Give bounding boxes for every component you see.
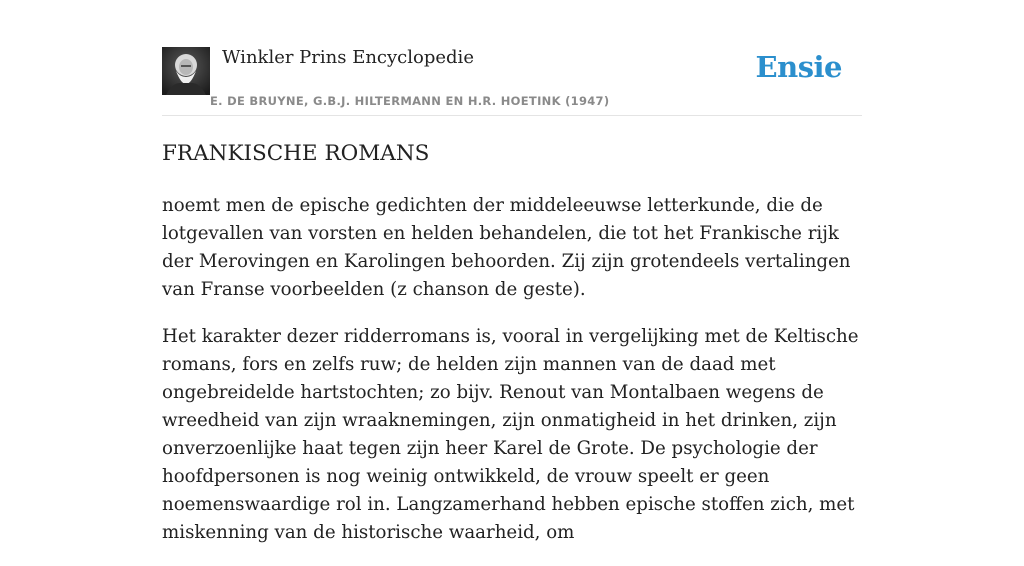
ensie-logo-link[interactable]: Ensie xyxy=(755,50,842,84)
article-paragraph: Het karakter dezer ridderromans is, vooral in vergelijking met de Keltische romans, fors en zelfs ruw; de helden zijn mannen van de daad met ongebreidelde hartstochten; zo bijv. Renout van Montalbaen wegens de wreedheid van zijn wraaknemingen, zijn onmatigheid in het drinken, zijn onverzoenlijke haat tegen zijn heer Karel de Grote. De psychologie der hoofdpersonen is nog weinig ontwikkeld, de vrouw speelt er geen noemenswaardige rol in. Langzamerhand hebben epische stoffen zich, met miskenning van de historische waarheid, om xyxy=(162,326,859,543)
book-title[interactable]: Winkler Prins Encyclopedie xyxy=(222,47,474,68)
book-authors: E. DE BRUYNE, G.B.J. HILTERMANN EN H.R. HOETINK (1947) xyxy=(210,94,610,108)
portrait-icon xyxy=(162,47,210,95)
article-body xyxy=(162,192,864,566)
book-header xyxy=(162,40,862,116)
article-paragraph: noemt men de epische gedichten der middeleeuwse letterkunde, die de lotgevallen van vorsten en helden behandelen, die tot het Frankische rijk der Merovingen en Karolingen behoorden. Zij zijn grotendeels vertalingen van Franse voorbeelden (z chanson de geste). xyxy=(162,195,851,300)
article-title: FRANKISCHE ROMANS xyxy=(162,141,430,166)
author-avatar[interactable] xyxy=(162,47,210,95)
